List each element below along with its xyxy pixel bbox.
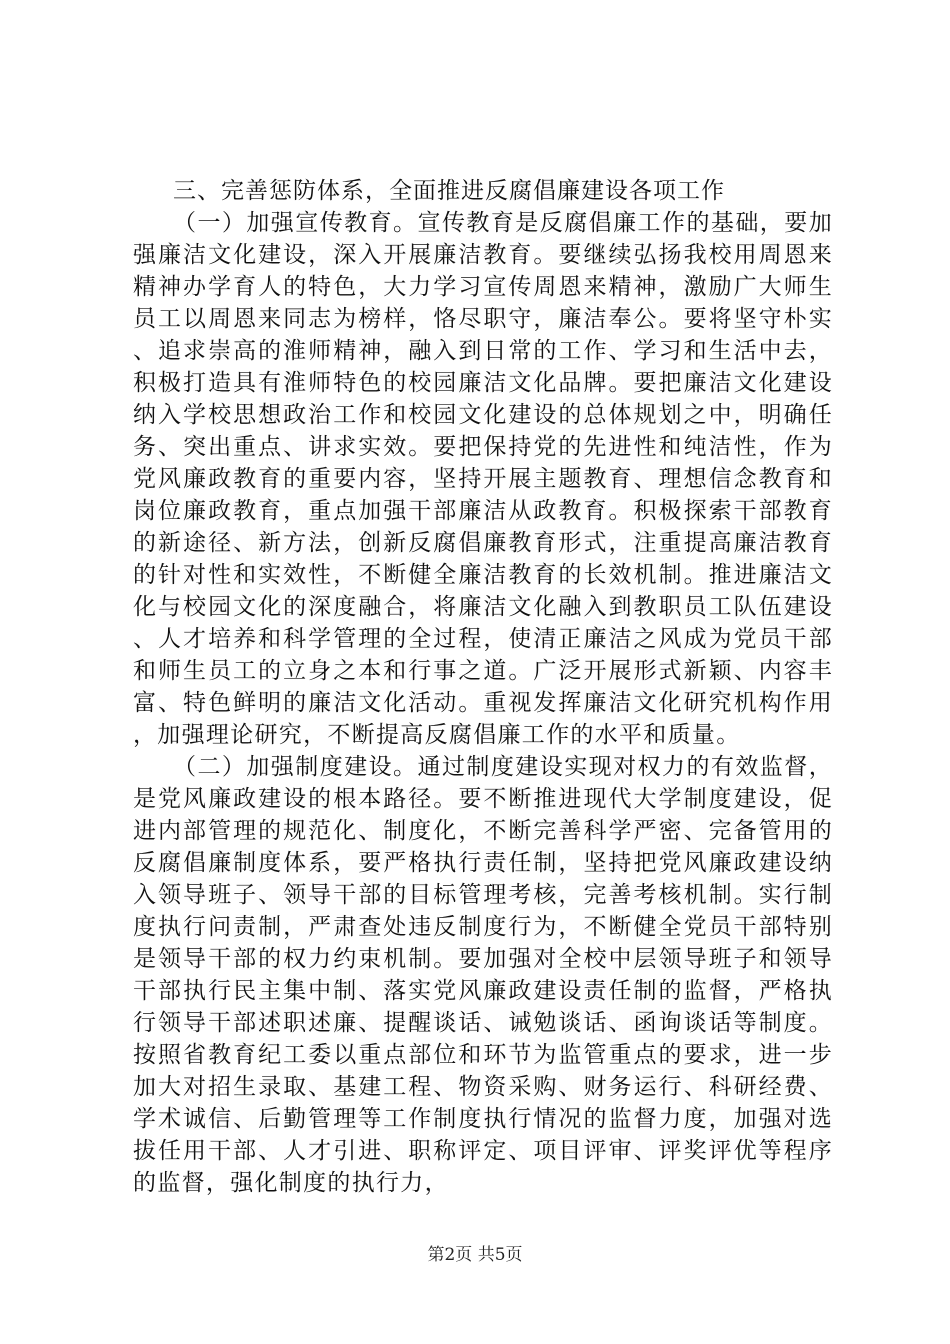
paragraph-propaganda-education: （一）加强宣传教育。宣传教育是反腐倡廉工作的基础，要加强廉洁文化建设，深入开展廉洁教育。要继续弘扬我校用周恩来精神办学育人的特色，大力学习宣传周恩来精神，激励广大师生员工以周恩来同志为榜样，恪尽职守，廉洁奉公。要将坚守朴实、追求崇高的淮师精神，融入到日常的工作、学习和生活中去，积极打造具有淮师特色的校园廉洁文化品牌。要把廉洁文化建设纳入学校思想政治工作和校园文化建设的总体规划之中，明确任务、突出重点、讲求实效。要把保持党的先进性和纯洁性，作为党风廉政教育的重要内容，坚持开展主题教育、理想信念教育和岗位廉政教育，重点加强干部廉洁从政教育。积极探索干部教育的新途径、新方法，创新反腐倡廉教育形式，注重提高廉洁教育的针对性和实效性，不断健全廉洁教育的长效机制。推进廉洁文化与校园文化的深度融合，将廉洁文化融入到教职员工队伍建设、人才培养和科学管理的全过程，使清正廉洁之风成为党员干部和师生员工的立身之本和行事之道。广泛开展形式新颖、内容丰富、特色鲜明的廉洁文化活动。重视发挥廉洁文化研究机构作用，加强理论研究，不断提高反腐倡廉工作的水平和质量。 [133, 210, 833, 748]
paragraph-system-building: （二）加强制度建设。通过制度建设实现对权力的有效监督，是党风廉政建设的根本路径。要不断推进现代大学制度建设，促进内部管理的规范化、制度化，不断完善科学严密、完备管用的反腐倡廉制度体系，要严格执行责任制，坚持把党风廉政建设纳入领导班子、领导干部的目标管理考核，完善考核机制。实行制度执行问责制，严肃查处违反制度行为，不断健全党员干部特别是领导干部的权力约束机制。要加强对全校中层领导班子和领导干部执行民主集中制、落实党风廉政建设责任制的监督，严格执行领导干部述职述廉、提醒谈话、诫勉谈话、函询谈话等制度。按照省教育纪工委以重点部位和环节为监管重点的要求，进一步加大对招生录取、基建工程、物资采购、财务运行、科研经费、学术诚信、后勤管理等工作制度执行情况的监督力度，加强对选拔任用干部、人才引进、职称评定、项目评审、评奖评优等程序的监督，强化制度的执行力， [133, 754, 833, 1196]
document-body [133, 175, 833, 1199]
page-number-footer: 第2页 共5页 [427, 1245, 523, 1265]
section-heading: 三、完善惩防体系，全面推进反腐倡廉建设各项工作 [173, 178, 725, 204]
